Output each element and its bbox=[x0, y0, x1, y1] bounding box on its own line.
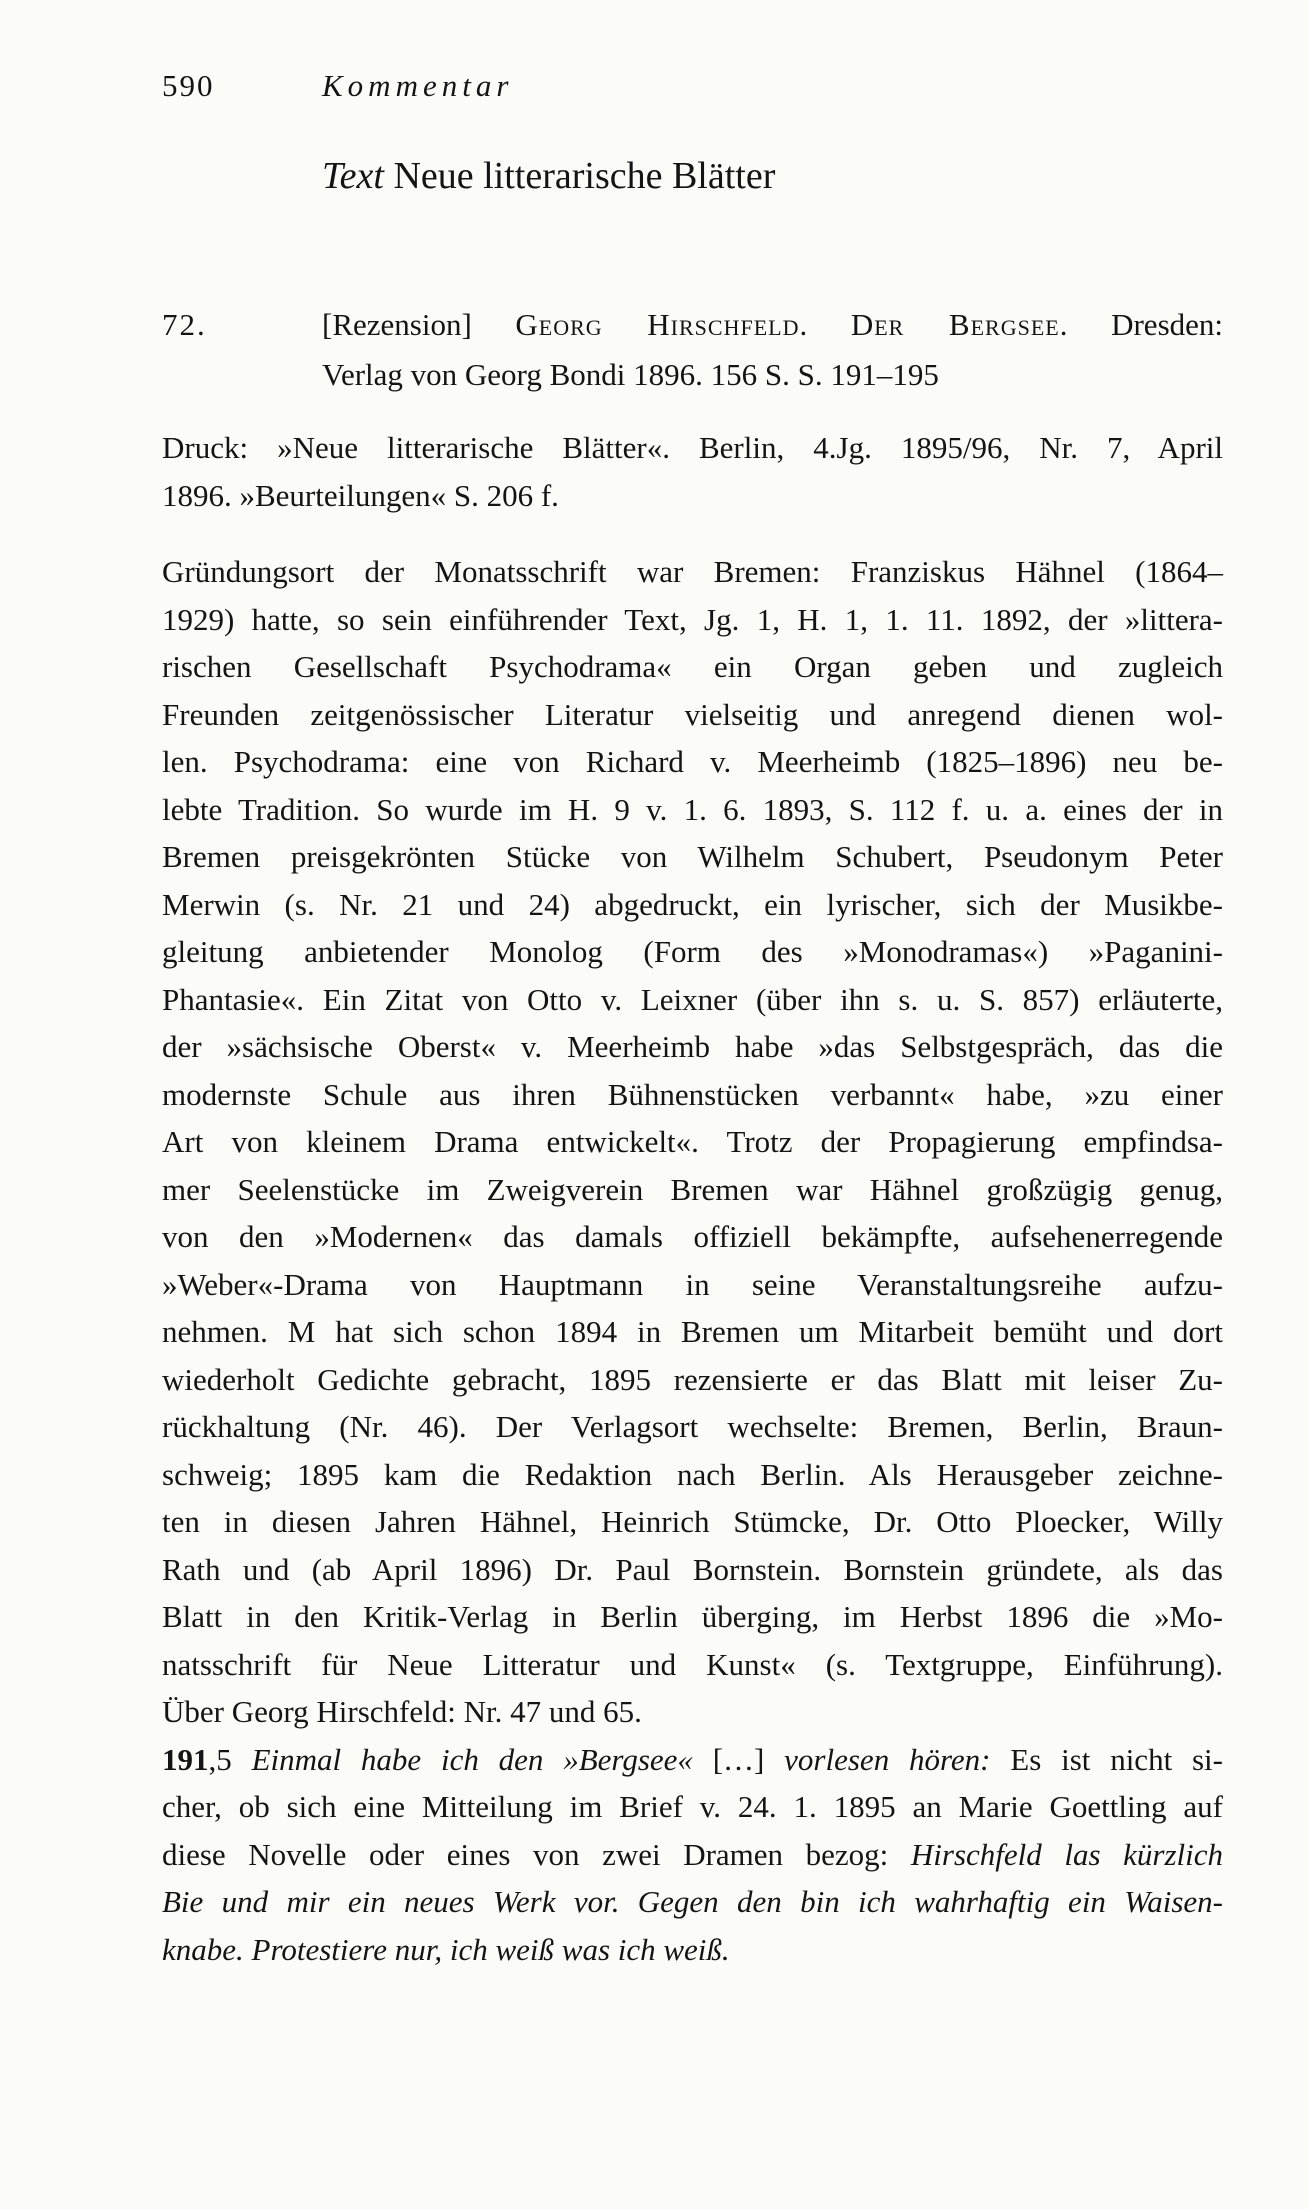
text-segment: . bbox=[799, 307, 851, 342]
text-line bbox=[162, 1546, 1223, 1594]
text-line bbox=[162, 738, 1223, 786]
text-segment: Der Bergsee bbox=[850, 307, 1060, 342]
text-line bbox=[162, 1926, 1223, 1974]
text-line bbox=[162, 1878, 1223, 1926]
text-segment: ten in diesen Jahren Hähnel, Heinrich Stümcke, Dr. Otto Ploecker, Willy bbox=[162, 1504, 1223, 1539]
text-segment: mer Seelenstücke im Zweigverein Bremen war Hähnel großzügig genug, bbox=[162, 1171, 1223, 1207]
text-segment: Bie und mir ein neues Werk vor. Gegen den bin ich wahrhaftig ein Waisen- bbox=[162, 1884, 1223, 1919]
text-segment: [Rezension] bbox=[322, 307, 516, 342]
text-segment: […] bbox=[712, 1741, 785, 1777]
text-segment: rückhaltung (Nr. 46). Der Verlagsort wechselte: Bremen, Berlin, Braun- bbox=[162, 1409, 1223, 1444]
text-segment: Hirschfeld las kürzlich bbox=[910, 1836, 1223, 1872]
text-line bbox=[162, 1213, 1223, 1261]
text-line bbox=[162, 643, 1223, 691]
text-segment: vorlesen hören: bbox=[784, 1741, 1011, 1777]
text-line bbox=[162, 1118, 1223, 1166]
text-line bbox=[162, 928, 1223, 976]
text-line bbox=[162, 1308, 1223, 1356]
text-line bbox=[162, 596, 1223, 644]
text-segment: schweig; 1895 kam die Redaktion nach Berlin. Als Herausgeber zeichne- bbox=[162, 1456, 1223, 1492]
page-number: 590 bbox=[162, 68, 215, 103]
text-line bbox=[322, 300, 1223, 350]
text-line bbox=[162, 881, 1223, 929]
text-segment: knabe. Protestiere nur, ich weiß was ich weiß. bbox=[162, 1931, 730, 1967]
print-note bbox=[162, 424, 1223, 520]
text-segment: . Dresden: bbox=[1059, 307, 1223, 342]
text-line bbox=[162, 1071, 1223, 1119]
text-segment: rischen Gesellschaft Psychodrama« ein Organ geben und zugleich bbox=[162, 649, 1223, 684]
page-header bbox=[162, 66, 1223, 106]
text-segment: Neue litterarische Blätter bbox=[383, 155, 776, 197]
text-line bbox=[162, 1451, 1223, 1499]
text-segment: Einmal habe ich den »Bergsee« bbox=[251, 1741, 713, 1777]
text-segment: cher, ob sich eine Mitteilung im Brief v. 24. 1. 1895 an Marie Goettling auf bbox=[162, 1789, 1223, 1824]
text-line bbox=[162, 976, 1223, 1024]
text-line bbox=[322, 150, 1223, 202]
text-segment: Über Georg Hirschfeld: Nr. 47 und 65. bbox=[162, 1694, 642, 1729]
text-segment: Verlag von Georg Bondi 1896. 156 S. S. 191–195 bbox=[322, 357, 939, 392]
text-segment: 191 bbox=[162, 1741, 209, 1777]
entry-block bbox=[162, 300, 1223, 400]
text-segment: Es ist nicht si- bbox=[1010, 1741, 1223, 1777]
text-segment: Druck: »Neue litterarische Blätter«. Berlin, 4.Jg. 1895/96, Nr. 7, April bbox=[162, 430, 1223, 465]
text-line bbox=[162, 1498, 1223, 1546]
text-segment: Bremen preisgekrönten Stücke von Wilhelm Schubert, Pseudonym Peter bbox=[162, 839, 1223, 874]
text-line bbox=[162, 1641, 1223, 1689]
text-segment: Phantasie«. Ein Zitat von Otto v. Leixner (über ihn s. u. S. 857) erläuterte, bbox=[162, 981, 1223, 1017]
text-segment: der »sächsische Oberst« v. Meerheimb habe »das Selbstgespräch, das die bbox=[162, 1029, 1223, 1064]
text-segment: ,5 bbox=[208, 1741, 252, 1777]
text-segment: Gründungsort der Monatsschrift war Bremen: Franziskus Hähnel (1864– bbox=[162, 554, 1223, 589]
text-line bbox=[162, 786, 1223, 834]
text-line bbox=[162, 833, 1223, 881]
text-segment: »Weber«-Drama von Hauptmann in seine Veranstaltungsreihe aufzu- bbox=[162, 1266, 1223, 1302]
text-line bbox=[162, 424, 1223, 472]
section-title bbox=[162, 150, 1223, 202]
commentary-text bbox=[162, 548, 1223, 1973]
text-segment: Art von kleinem Drama entwickelt«. Trotz der Propagierung empfindsa- bbox=[162, 1124, 1223, 1159]
text-line bbox=[162, 1736, 1223, 1784]
text-segment: Blatt in den Kritik-Verlag in Berlin überging, im Herbst 1896 die »Mo- bbox=[162, 1599, 1223, 1634]
text-line bbox=[162, 691, 1223, 739]
text-line bbox=[162, 472, 1223, 520]
text-line bbox=[162, 1356, 1223, 1404]
text-line bbox=[162, 548, 1223, 596]
text-segment: lebte Tradition. So wurde im H. 9 v. 1. 6. 1893, S. 112 f. u. a. eines der in bbox=[162, 791, 1223, 827]
text-segment: nehmen. M hat sich schon 1894 in Bremen um Mitarbeit bemüht und dort bbox=[162, 1314, 1223, 1349]
text-segment: Freunden zeitgenössischer Literatur vielseitig und anregend dienen wol- bbox=[162, 696, 1223, 732]
text-line bbox=[162, 1023, 1223, 1071]
text-segment: modernste Schule aus ihren Bühnenstücken verbannt« habe, »zu einer bbox=[162, 1076, 1223, 1112]
text-line bbox=[162, 1261, 1223, 1309]
text-line bbox=[162, 1593, 1223, 1641]
text-segment: wiederholt Gedichte gebracht, 1895 rezensierte er das Blatt mit leiser Zu- bbox=[162, 1361, 1223, 1397]
text-segment: natsschrift für Neue Litteratur und Kunst« (s. Textgruppe, Einführung). bbox=[162, 1646, 1223, 1682]
text-line bbox=[162, 1831, 1223, 1879]
text-line bbox=[162, 1783, 1223, 1831]
text-line bbox=[162, 1166, 1223, 1214]
running-head: Kommentar bbox=[322, 68, 514, 103]
text-segment: Georg Hirschfeld bbox=[515, 307, 800, 342]
text-line bbox=[162, 1688, 1223, 1736]
entry-title bbox=[322, 300, 1223, 400]
text-segment: Rath und (ab April 1896) Dr. Paul Bornstein. Bornstein gründete, als das bbox=[162, 1551, 1223, 1587]
entry-number: 72. bbox=[162, 307, 207, 342]
text-line bbox=[162, 1403, 1223, 1451]
commentary-paragraph bbox=[162, 548, 1223, 1736]
text-segment: 1896. »Beurteilungen« S. 206 f. bbox=[162, 478, 559, 513]
apparatus-paragraph bbox=[162, 1736, 1223, 1974]
text-segment: len. Psychodrama: eine von Richard v. Meerheimb (1825–1896) neu be- bbox=[162, 744, 1223, 779]
text-segment: gleitung anbietender Monolog (Form des »Monodramas«) »Paganini- bbox=[162, 934, 1223, 969]
text-segment: von den »Modernen« das damals offiziell bekämpfte, aufsehenerregende bbox=[162, 1219, 1223, 1254]
text-segment: Text bbox=[322, 155, 384, 197]
text-segment: 1929) hatte, so sein einführender Text, Jg. 1, H. 1, 1. 11. 1892, der »littera- bbox=[162, 601, 1223, 637]
text-segment: Merwin (s. Nr. 21 und 24) abgedruckt, ein lyrischer, sich der Musikbe- bbox=[162, 886, 1223, 922]
text-line bbox=[322, 350, 1223, 400]
text-segment: diese Novelle oder eines von zwei Dramen bezog: bbox=[162, 1836, 911, 1872]
